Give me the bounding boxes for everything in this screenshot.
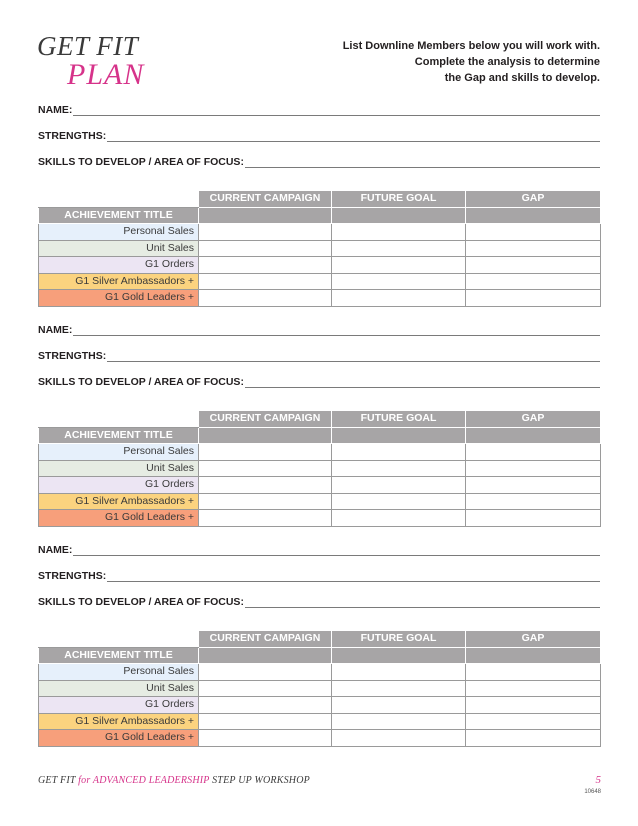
column-header: FUTURE GOAL (332, 191, 466, 208)
header-cell (466, 647, 601, 664)
table-cell[interactable] (199, 444, 332, 461)
strengths-label: STRENGTHS: (38, 350, 107, 362)
name-field (38, 322, 600, 336)
table-row (39, 257, 601, 274)
strengths-label: STRENGTHS: (38, 130, 107, 142)
header-cell (199, 647, 332, 664)
header-blank (39, 411, 199, 428)
table-cell[interactable] (466, 477, 601, 494)
table-cell[interactable] (466, 730, 601, 747)
table-cell[interactable] (199, 290, 332, 307)
table-row (39, 240, 601, 257)
header-cell (199, 207, 332, 224)
column-header: GAP (466, 631, 601, 648)
table-cell[interactable] (466, 460, 601, 477)
table-cell[interactable] (466, 697, 601, 714)
footer-title-part-1: GET FIT (38, 775, 79, 786)
skills-field (38, 594, 600, 608)
footer-title (38, 775, 310, 786)
skills-label: SKILLS TO DEVELOP / AREA OF FOCUS: (38, 156, 244, 168)
table-header-row (39, 411, 601, 428)
strengths-field (38, 348, 600, 362)
name-label: NAME: (38, 324, 73, 336)
table-cell[interactable] (199, 680, 332, 697)
table-row (39, 493, 601, 510)
table-row (39, 224, 601, 241)
table-cell[interactable] (199, 224, 332, 241)
table-row (39, 664, 601, 681)
header-cell (332, 427, 466, 444)
strengths-field (38, 128, 600, 142)
skills-field (38, 374, 600, 388)
table-cell[interactable] (332, 697, 466, 714)
row-label: Unit Sales (39, 460, 199, 477)
page-number: 5 (595, 774, 601, 786)
name-line[interactable] (73, 325, 600, 336)
name-field (38, 542, 600, 556)
row-label: G1 Orders (39, 257, 199, 274)
table-cell[interactable] (332, 510, 466, 527)
table-row (39, 730, 601, 747)
header-cell (332, 647, 466, 664)
column-header: FUTURE GOAL (332, 411, 466, 428)
row-label: Personal Sales (39, 664, 199, 681)
table-row (39, 680, 601, 697)
instructions-line-2: Complete the analysis to determine (414, 56, 600, 68)
table-header-row (39, 631, 601, 648)
column-header: FUTURE GOAL (332, 631, 466, 648)
table-row (39, 713, 601, 730)
table-row (39, 290, 601, 307)
achievement-title: ACHIEVEMENT TITLE (39, 427, 199, 444)
skills-field (38, 154, 600, 168)
name-field (38, 102, 600, 116)
row-label: Personal Sales (39, 224, 199, 241)
table-row (39, 460, 601, 477)
table-cell[interactable] (466, 664, 601, 681)
table-cell[interactable] (332, 493, 466, 510)
table-row (39, 697, 601, 714)
skills-line[interactable] (245, 377, 600, 388)
column-header: CURRENT CAMPAIGN (199, 411, 332, 428)
instructions (300, 38, 600, 86)
header-blank (39, 631, 199, 648)
table-cell[interactable] (466, 224, 601, 241)
table-cell[interactable] (332, 224, 466, 241)
document-code: 10648 (584, 789, 601, 795)
table-cell[interactable] (332, 444, 466, 461)
column-header: GAP (466, 411, 601, 428)
table-cell[interactable] (466, 444, 601, 461)
analysis-table (38, 190, 601, 307)
header-cell (466, 427, 601, 444)
analysis-table (38, 630, 601, 747)
table-row (39, 444, 601, 461)
table-cell[interactable] (199, 273, 332, 290)
row-label: Personal Sales (39, 444, 199, 461)
row-label: G1 Gold Leaders + (39, 290, 199, 307)
achievement-title-row (39, 207, 601, 224)
row-label: G1 Silver Ambassadors + (39, 273, 199, 290)
achievement-title-row (39, 427, 601, 444)
row-label: G1 Orders (39, 477, 199, 494)
instructions-line-3: the Gap and skills to develop. (444, 72, 600, 84)
strengths-line[interactable] (107, 131, 600, 142)
column-header: CURRENT CAMPAIGN (199, 631, 332, 648)
table-cell[interactable] (332, 460, 466, 477)
header-blank (39, 191, 199, 208)
table-cell[interactable] (199, 240, 332, 257)
logo (37, 31, 145, 91)
table-cell[interactable] (332, 240, 466, 257)
table-row (39, 273, 601, 290)
skills-line[interactable] (245, 157, 600, 168)
table-row (39, 510, 601, 527)
skills-label: SKILLS TO DEVELOP / AREA OF FOCUS: (38, 596, 244, 608)
strengths-field (38, 568, 600, 582)
strengths-line[interactable] (107, 351, 600, 362)
table-cell[interactable] (466, 713, 601, 730)
strengths-label: STRENGTHS: (38, 570, 107, 582)
table-cell[interactable] (466, 290, 601, 307)
achievement-title-row (39, 647, 601, 664)
table-cell[interactable] (332, 290, 466, 307)
row-label: Unit Sales (39, 240, 199, 257)
table-cell[interactable] (466, 680, 601, 697)
achievement-title: ACHIEVEMENT TITLE (39, 207, 199, 224)
table-cell[interactable] (199, 257, 332, 274)
table-cell[interactable] (466, 493, 601, 510)
table-cell[interactable] (332, 273, 466, 290)
name-label: NAME: (38, 104, 73, 116)
footer-title-part-3: STEP UP WORKSHOP (209, 775, 310, 786)
header-cell (466, 207, 601, 224)
table-row (39, 477, 601, 494)
table-cell[interactable] (332, 680, 466, 697)
table-cell[interactable] (466, 240, 601, 257)
name-line[interactable] (73, 545, 600, 556)
logo-line-1: GET FIT (37, 31, 139, 61)
row-label: G1 Gold Leaders + (39, 510, 199, 527)
table-cell[interactable] (332, 730, 466, 747)
table-cell[interactable] (199, 713, 332, 730)
table-cell[interactable] (199, 730, 332, 747)
skills-line[interactable] (245, 597, 600, 608)
table-cell[interactable] (199, 664, 332, 681)
header-cell (199, 427, 332, 444)
name-line[interactable] (73, 105, 600, 116)
analysis-table (38, 410, 601, 527)
row-label: G1 Orders (39, 697, 199, 714)
table-cell[interactable] (199, 510, 332, 527)
name-label: NAME: (38, 544, 73, 556)
row-label: G1 Silver Ambassadors + (39, 493, 199, 510)
instructions-line-1: List Downline Members below you will work with. (342, 40, 600, 52)
table-cell[interactable] (466, 510, 601, 527)
header-cell (332, 207, 466, 224)
strengths-line[interactable] (107, 571, 600, 582)
column-header: GAP (466, 191, 601, 208)
table-header-row (39, 191, 601, 208)
table-cell[interactable] (332, 477, 466, 494)
footer-title-part-2: for ADVANCED LEADERSHIP (78, 775, 210, 786)
table-cell[interactable] (332, 713, 466, 730)
logo-line-2: PLAN (67, 58, 145, 91)
achievement-title: ACHIEVEMENT TITLE (39, 647, 199, 664)
table-cell[interactable] (199, 697, 332, 714)
row-label: Unit Sales (39, 680, 199, 697)
table-cell[interactable] (332, 664, 466, 681)
table-cell[interactable] (466, 257, 601, 274)
table-cell[interactable] (199, 460, 332, 477)
table-cell[interactable] (199, 493, 332, 510)
column-header: CURRENT CAMPAIGN (199, 191, 332, 208)
table-cell[interactable] (332, 257, 466, 274)
row-label: G1 Gold Leaders + (39, 730, 199, 747)
table-cell[interactable] (199, 477, 332, 494)
row-label: G1 Silver Ambassadors + (39, 713, 199, 730)
skills-label: SKILLS TO DEVELOP / AREA OF FOCUS: (38, 376, 244, 388)
table-cell[interactable] (466, 273, 601, 290)
